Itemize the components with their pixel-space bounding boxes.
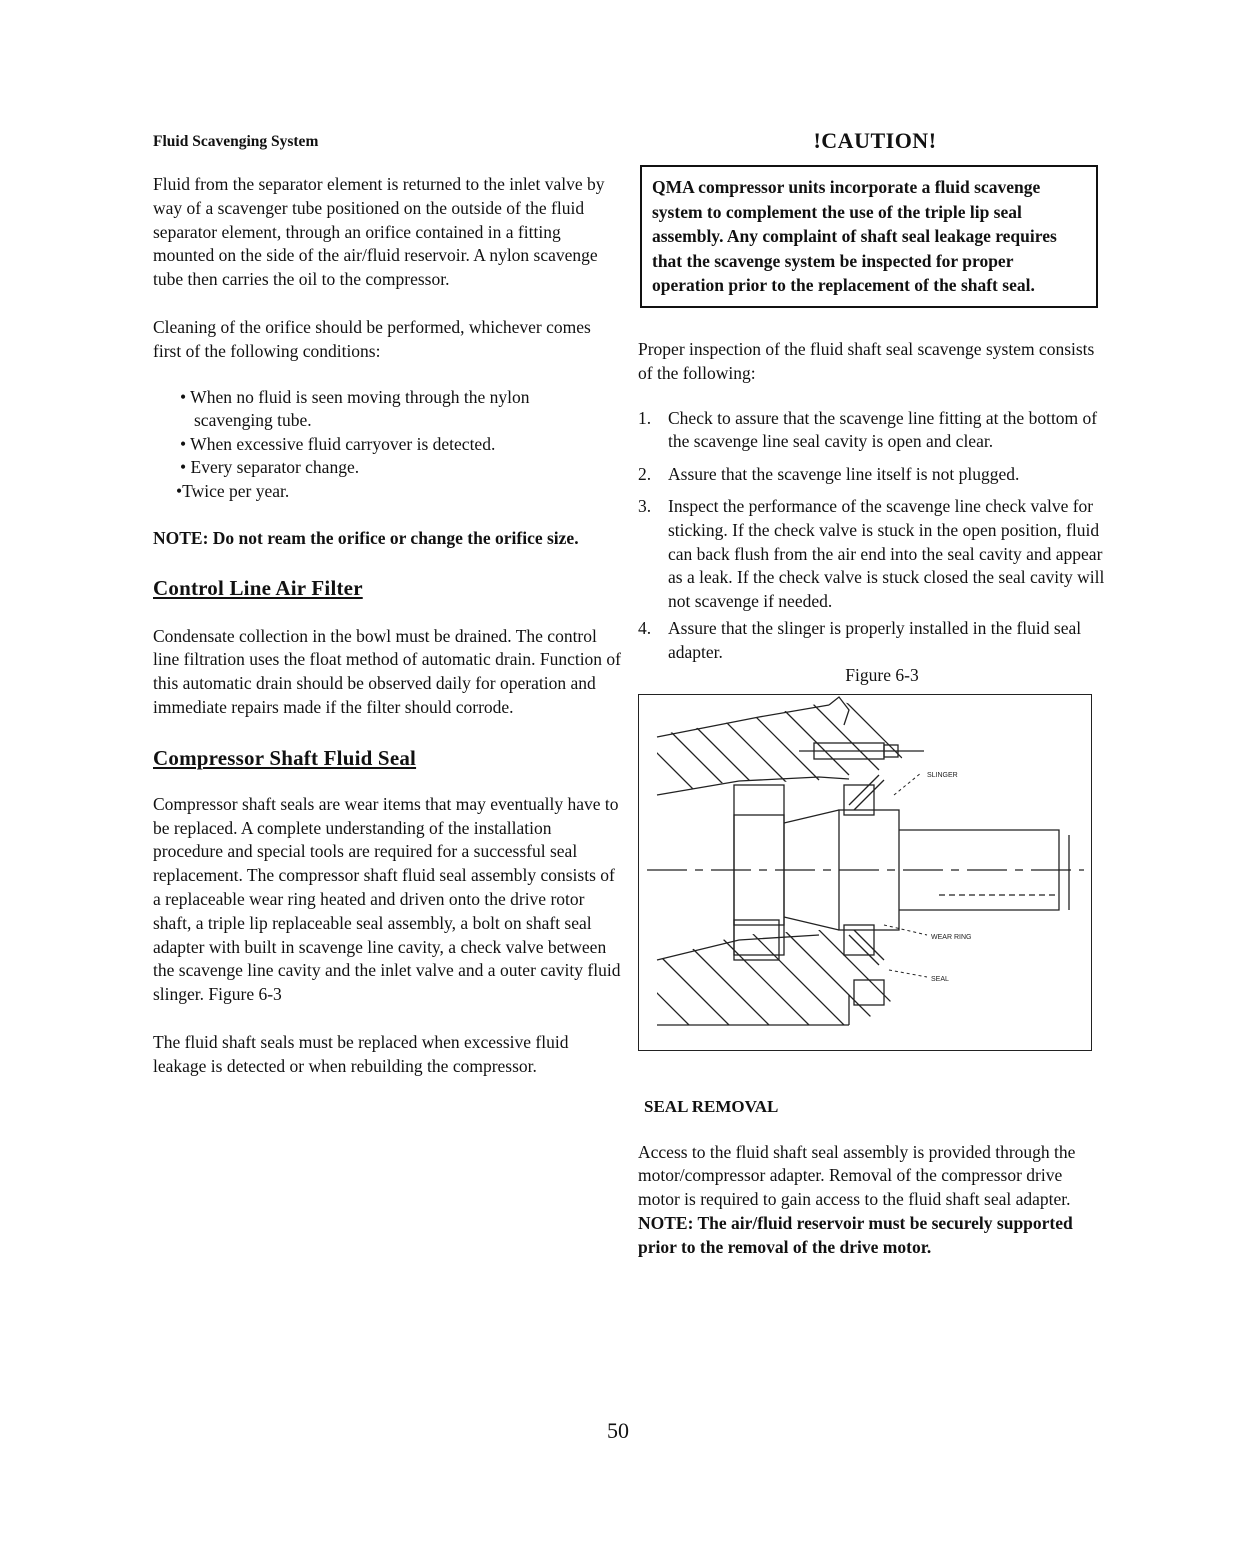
seal-diagram <box>639 695 1091 1050</box>
control-line-heading: Control Line Air Filter <box>153 575 363 600</box>
seal-removal-paragraph: Access to the fluid shaft seal assembly is provided through the motor/compressor adapter. Removal of the compressor drive motor is required to gain access to the fluid shaft seal adapter. NOTE: The air/fluid reservoir must be securely supported prior to the removal of the drive motor. <box>638 1141 1076 1257</box>
seal-removal-heading: SEAL REMOVAL <box>644 1096 779 1116</box>
fluid-scavenging-paragraph: Fluid from the separator element is returned to the inlet valve by way of a scavenger tube positioned on the outside of the fluid separator element, through an orifice contained in a fitting mounted on the side of the air/fluid reservoir. A nylon scavenge tube then carries the oil to the compressor. <box>153 174 605 290</box>
upper-housing <box>639 695 924 795</box>
shaft-seal-heading: Compressor Shaft Fluid Seal <box>153 745 417 770</box>
left-column <box>153 128 621 1079</box>
list-item: scavenging tube. <box>194 410 312 431</box>
list-item: 3. Inspect the performance of the scavenge line check valve for sticking. If the check valve is stuck in the open position, fluid can back flush from the air end into the seal cavity and appear as a leak. If the check valve is stuck closed the seal cavity will not scavenge if needed. <box>638 496 1105 611</box>
caution-title: !CAUTION! <box>813 128 937 153</box>
list-item: • Every separator change. <box>180 457 360 478</box>
leader-lines <box>884 773 927 977</box>
page-number: 50 <box>607 1418 629 1443</box>
inspection-paragraph: Proper inspection of the fluid shaft seal scavenge system consists of the following: <box>638 338 1095 383</box>
control-line-paragraph: Condensate collection in the bowl must be drained. The control line filtration uses the float method of automatic drain. Function of this automatic drain should be observed daily for operation and immediate repairs made if the filter should corrode. <box>153 625 622 717</box>
fluid-scavenging-heading: Fluid Scavenging System <box>153 133 319 150</box>
right-column <box>638 128 1108 1259</box>
list-item: • When excessive fluid carryover is detected. <box>180 433 496 454</box>
cleaning-conditions-list <box>176 386 621 504</box>
figure-caption: Figure 6-3 <box>845 664 919 685</box>
orifice-note: NOTE: Do not ream the orifice or change the orifice size. <box>153 527 579 548</box>
list-item: 4. Assure that the slinger is properly installed in the fluid seal adapter. <box>638 618 1082 662</box>
inspection-steps <box>638 407 1108 665</box>
seal-label: SEAL <box>931 975 949 983</box>
shaft <box>647 775 1084 965</box>
cleaning-paragraph: Cleaning of the orifice should be performed, whichever comes first of the following conditions: <box>153 316 591 361</box>
list-item: •Twice per year. <box>176 480 290 501</box>
caution-text: QMA compressor units incorporate a fluid scavenge system to complement the use of the triple lip seal assembly. Any complaint of shaft seal leakage requires that the scavenge system be inspected for proper operation prior to the replacement of the shaft seal. <box>652 177 1057 296</box>
list-item: • When no fluid is seen moving through the nylon <box>180 386 530 407</box>
wear-ring-label: WEAR RING <box>931 933 972 941</box>
seal-replace-paragraph: The fluid shaft seals must be replaced when excessive fluid leakage is detected or when rebuilding the compressor. <box>153 1031 569 1076</box>
seal-removal-note: NOTE: The air/fluid reservoir must be securely supported prior to the removal of the drive motor. <box>638 1212 1073 1257</box>
caution-box <box>640 165 1098 308</box>
list-item: 1. Check to assure that the scavenge line fitting at the bottom of the scavenge line seal cavity is open and clear. <box>638 407 1098 452</box>
seal-assembly-figure <box>638 694 1092 1051</box>
list-item: 2. Assure that the scavenge line itself is not plugged. <box>638 463 1020 484</box>
slinger-label: SLINGER <box>927 771 958 779</box>
shaft-seal-paragraph: Compressor shaft seals are wear items that may eventually have to be replaced. A complete understanding of the installation procedure and special tools are required for a successful seal replacement. The compressor shaft fluid seal assembly consists of a replaceable wear ring heated and driven onto the drive rotor shaft, a triple lip replaceable seal assembly, a bolt on shaft seal adapter with built in scavenge line cavity, a check valve between the scavenge line cavity and the inlet valve and a outer cavity fluid slinger. Figure 6-3 <box>153 793 621 1005</box>
